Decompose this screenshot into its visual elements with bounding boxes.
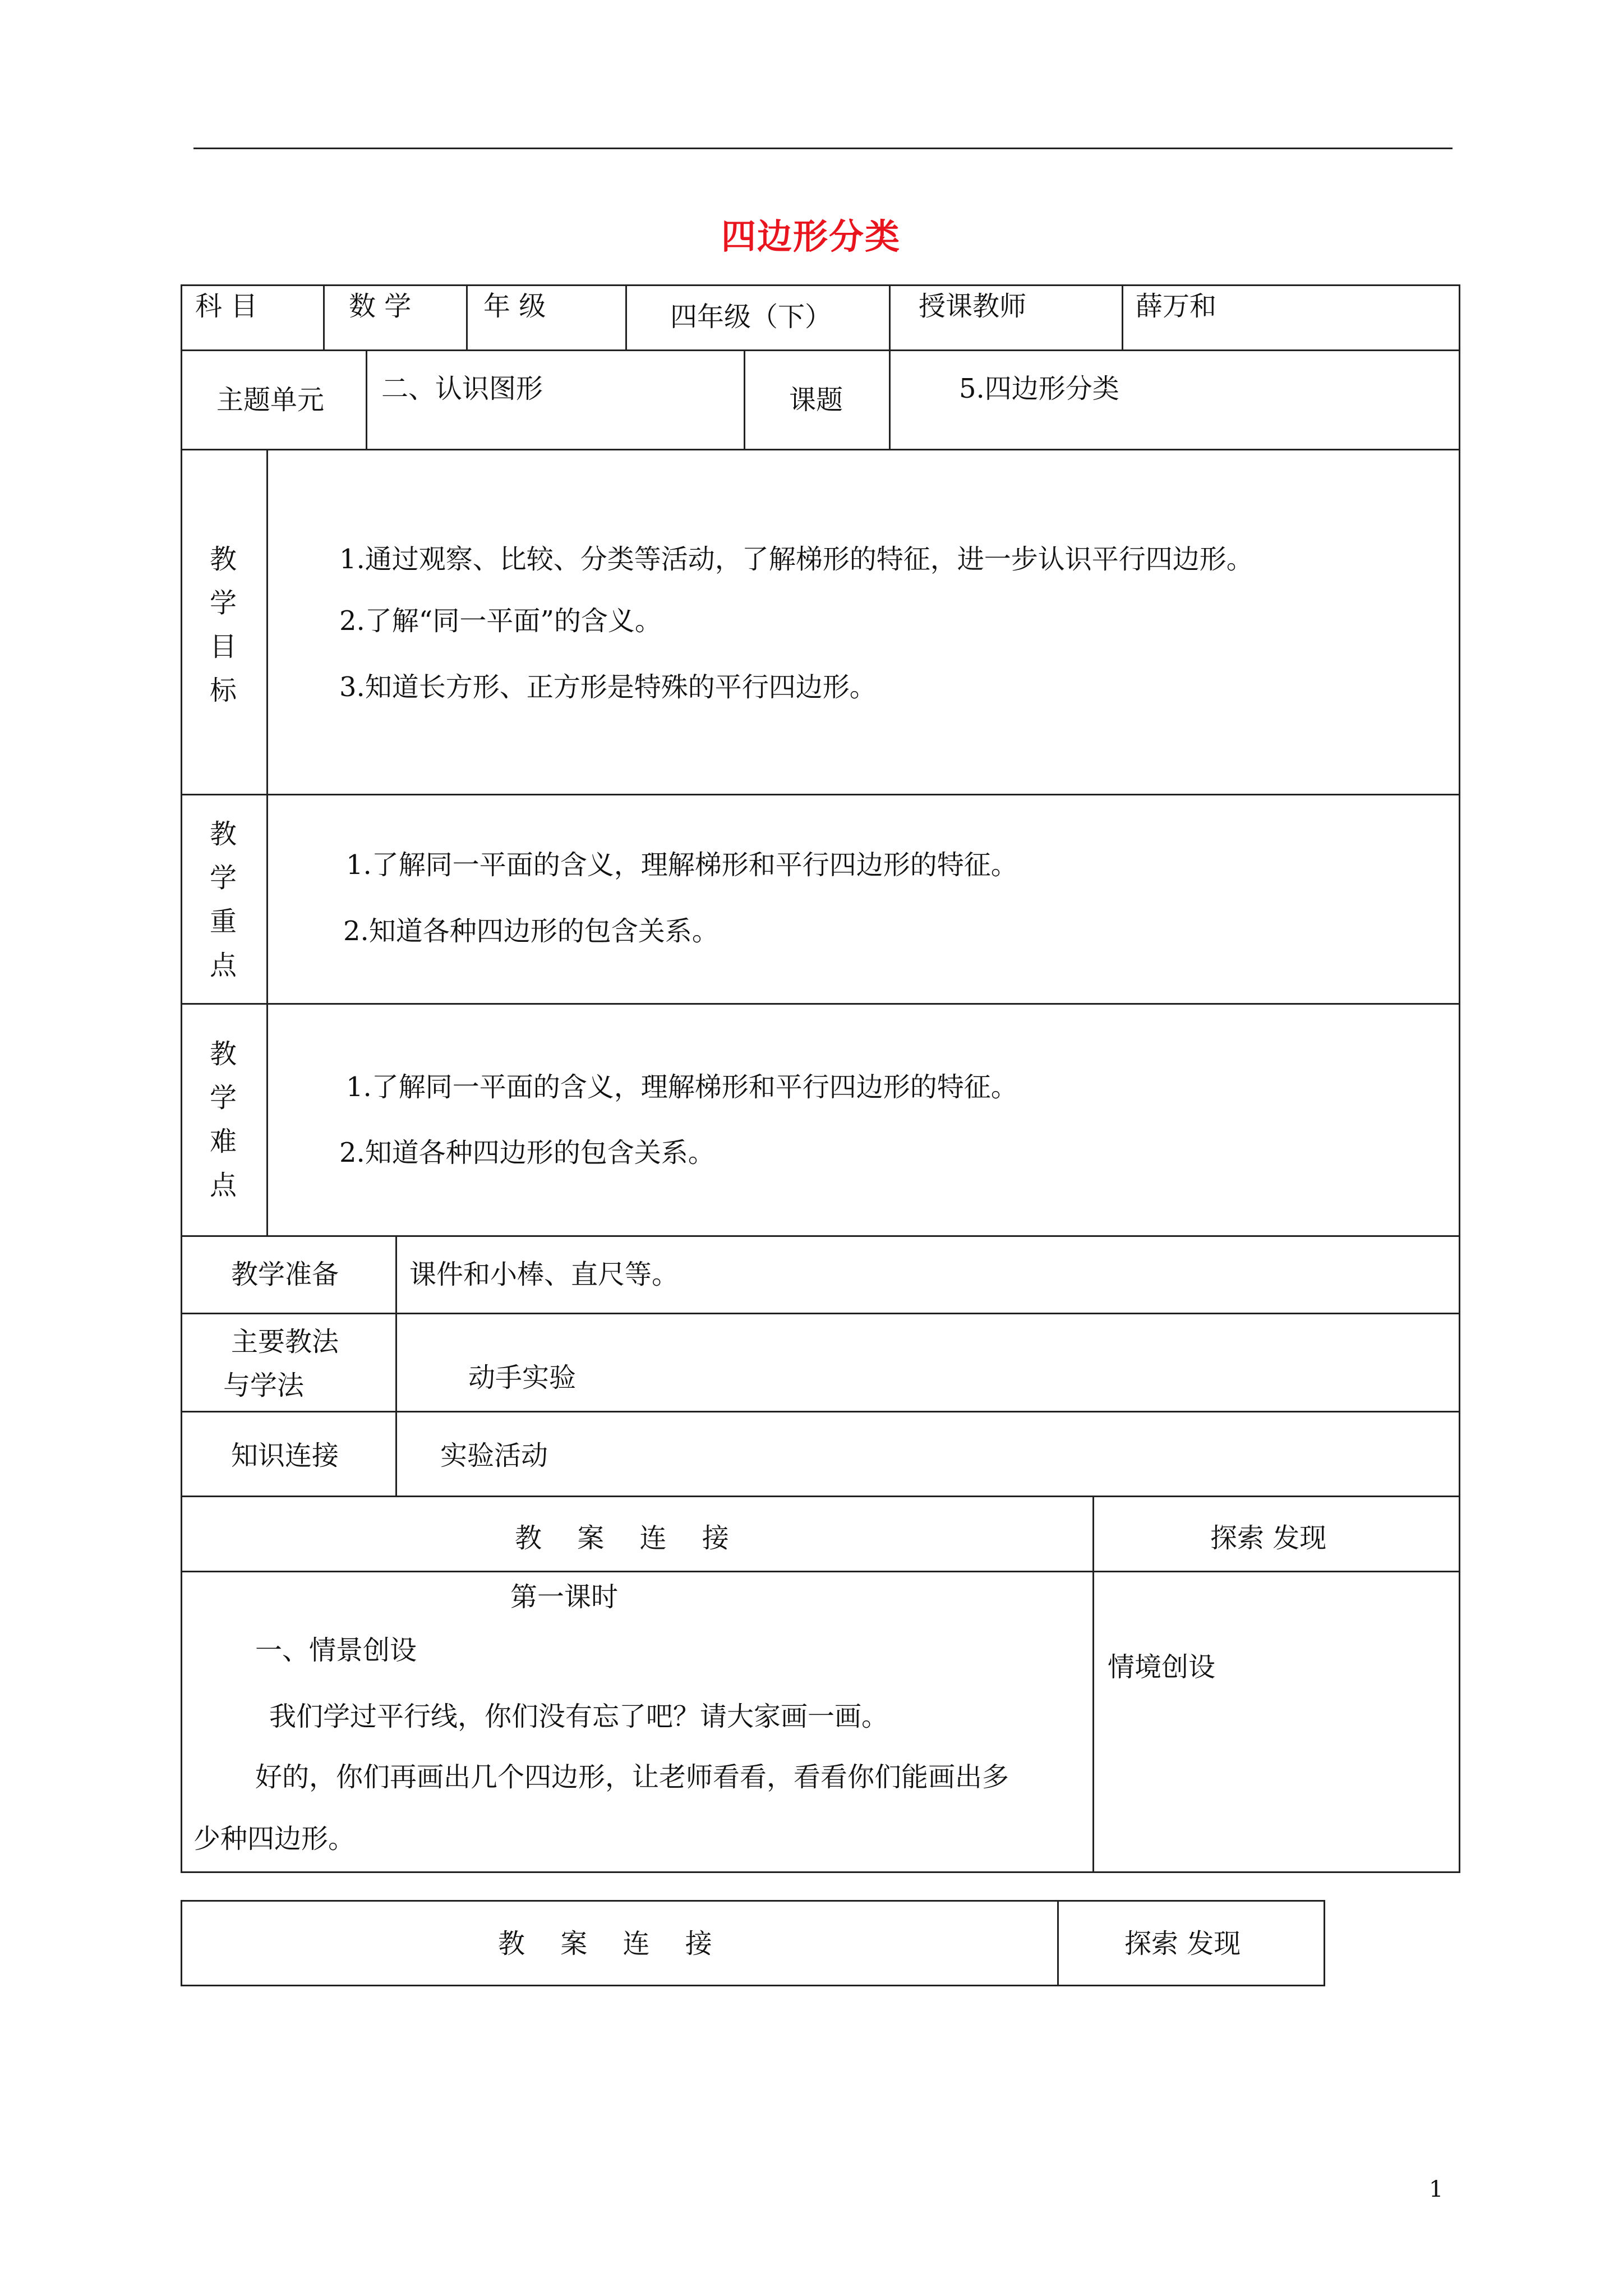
plan-header-left: 教 案 连 接: [515, 1522, 729, 1554]
side-note: 情境创设: [1108, 1651, 1216, 1683]
key-point-item: 1.了解同一平面的含义，理解梯形和平行四边形的特征。: [346, 849, 1018, 881]
plan-paragraph: 我们学过平行线，你们没有忘了吧？请大家画一画。: [269, 1701, 889, 1732]
unit-value: 二、认识图形: [381, 373, 543, 404]
teacher-label: 授课教师: [919, 291, 1027, 322]
document-title: 四边形分类: [721, 216, 901, 257]
knowledge-label: 知识连接: [231, 1440, 339, 1471]
methods-value: 动手实验: [468, 1362, 577, 1393]
grade-value: 四年级（下）: [670, 301, 832, 333]
session-title: 第一课时: [510, 1581, 619, 1613]
difficulty-item: 1.了解同一平面的含义，理解梯形和平行四边形的特征。: [346, 1071, 1018, 1103]
second-header-right: 探索 发现: [1124, 1928, 1241, 1959]
subject-label: 科 目: [195, 291, 258, 322]
preparation-value: 课件和小棒、直尺等。: [409, 1259, 679, 1290]
subject-value: 数 学: [349, 291, 412, 322]
methods-label-line1: 主要教法: [231, 1326, 339, 1358]
unit-label: 主题单元: [216, 384, 325, 416]
second-header-left: 教 案 连 接: [498, 1928, 712, 1959]
objective-item: 3.知道长方形、正方形是特殊的平行四边形。: [339, 671, 877, 703]
key-point-item: 2.知道各种四边形的包含关系。: [343, 915, 719, 947]
preparation-label: 教学准备: [231, 1259, 339, 1290]
objectives-label: 教 学 目 标: [209, 544, 237, 706]
objective-item: 2.了解“同一平面”的含义。: [339, 605, 662, 637]
top-rule: [193, 148, 1453, 149]
difficulty-item: 2.知道各种四边形的包含关系。: [339, 1137, 715, 1168]
plan-paragraph: 好的，你们再画出几个四边形，让老师看看，看看你们能画出多: [255, 1761, 1009, 1793]
page-number: 1: [1429, 2177, 1444, 2202]
topic-value: 5.四边形分类: [959, 373, 1119, 404]
teacher-value: 薛万和: [1136, 291, 1217, 322]
difficulties-label: 教 学 难 点: [209, 1038, 237, 1201]
section-heading: 一、情景创设: [255, 1635, 417, 1666]
plan-paragraph: 少种四边形。: [193, 1823, 356, 1855]
grade-label: 年 级: [483, 291, 546, 322]
knowledge-value: 实验活动: [440, 1440, 548, 1471]
key-points-label: 教 学 重 点: [209, 818, 237, 981]
methods-label-line2: 与学法: [223, 1370, 305, 1401]
plan-header-right: 探索 发现: [1210, 1522, 1327, 1554]
objective-item: 1.通过观察、比较、分类等活动，了解梯形的特征，进一步认识平行四边形。: [339, 544, 1253, 575]
topic-label: 课题: [789, 384, 843, 416]
